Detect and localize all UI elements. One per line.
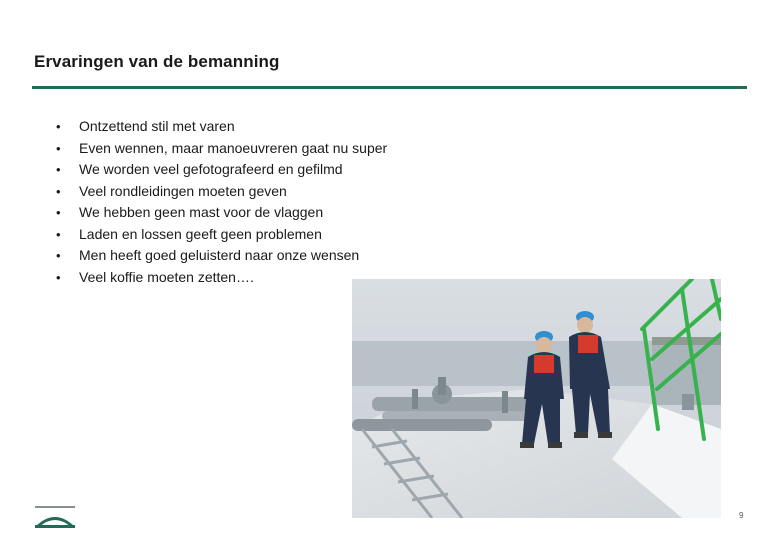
page-number: 9 bbox=[739, 511, 744, 520]
bullet-item: • Veel koffie moeten zetten…. bbox=[56, 267, 387, 289]
crew-on-deck-photo bbox=[352, 279, 721, 518]
bullet-item: • Veel rondleidingen moeten geven bbox=[56, 181, 387, 203]
bullet-item: • Even wennen, maar manoeuvreren gaat nu super bbox=[56, 138, 387, 160]
company-logo-icon bbox=[33, 505, 77, 529]
bullet-item: • Ontzettend stil met varen bbox=[56, 116, 387, 138]
bullet-item: • We hebben geen mast voor de vlaggen bbox=[56, 202, 387, 224]
title-divider bbox=[32, 86, 747, 89]
bullet-item: • Laden en lossen geeft geen problemen bbox=[56, 224, 387, 246]
bullet-item: • Men heeft goed geluisterd naar onze wensen bbox=[56, 245, 387, 267]
bullet-item: • We worden veel gefotografeerd en gefilmd bbox=[56, 159, 387, 181]
slide-title: Ervaringen van de bemanning bbox=[34, 52, 280, 71]
bullet-list bbox=[56, 116, 387, 288]
